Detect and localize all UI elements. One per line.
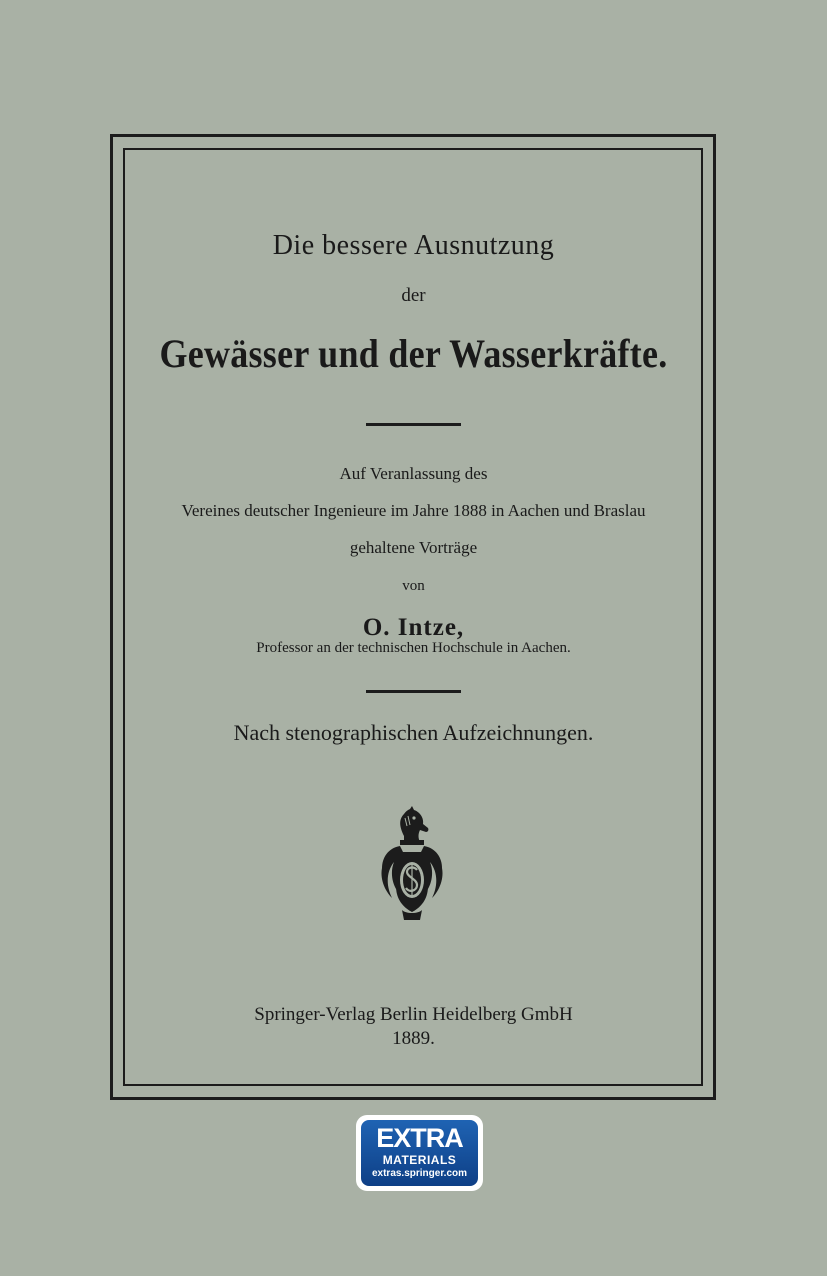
publisher-name: Springer-Verlag Berlin Heidelberg GmbH xyxy=(254,1004,573,1025)
publication-year: 1889. xyxy=(392,1028,435,1049)
divider-rule-bottom xyxy=(366,690,461,693)
author-name: O. Intze, xyxy=(362,614,465,641)
author-affiliation: Professor an der technischen Hochschule in Aachen. xyxy=(256,640,571,656)
by-label: von xyxy=(402,578,425,594)
badge-title: EXTRA xyxy=(376,1123,463,1153)
title-line-1: Die bessere Ausnutzung xyxy=(272,230,555,261)
subtitle-line-2: Vereines deutscher Ingenieure im Jahre 1888 in Aachen und Braslau xyxy=(181,501,646,520)
title-connector: der xyxy=(401,285,426,306)
badge-subtitle: MATERIALS xyxy=(382,1153,457,1167)
extra-materials-badge-panel xyxy=(361,1120,478,1186)
edition-note: Nach stenographischen Aufzeichnungen. xyxy=(233,720,594,745)
springer-knight-emblem-icon xyxy=(374,806,450,926)
extra-materials-badge[interactable] xyxy=(356,1115,483,1191)
subtitle-line-3: gehaltene Vorträge xyxy=(349,538,478,557)
main-title: Gewässer und der Wasserkräfte. xyxy=(159,331,668,376)
divider-rule-top xyxy=(366,423,461,426)
badge-url-link[interactable]: extras.springer.com xyxy=(371,1168,468,1179)
subtitle-line-1: Auf Veranlassung des xyxy=(339,464,488,483)
